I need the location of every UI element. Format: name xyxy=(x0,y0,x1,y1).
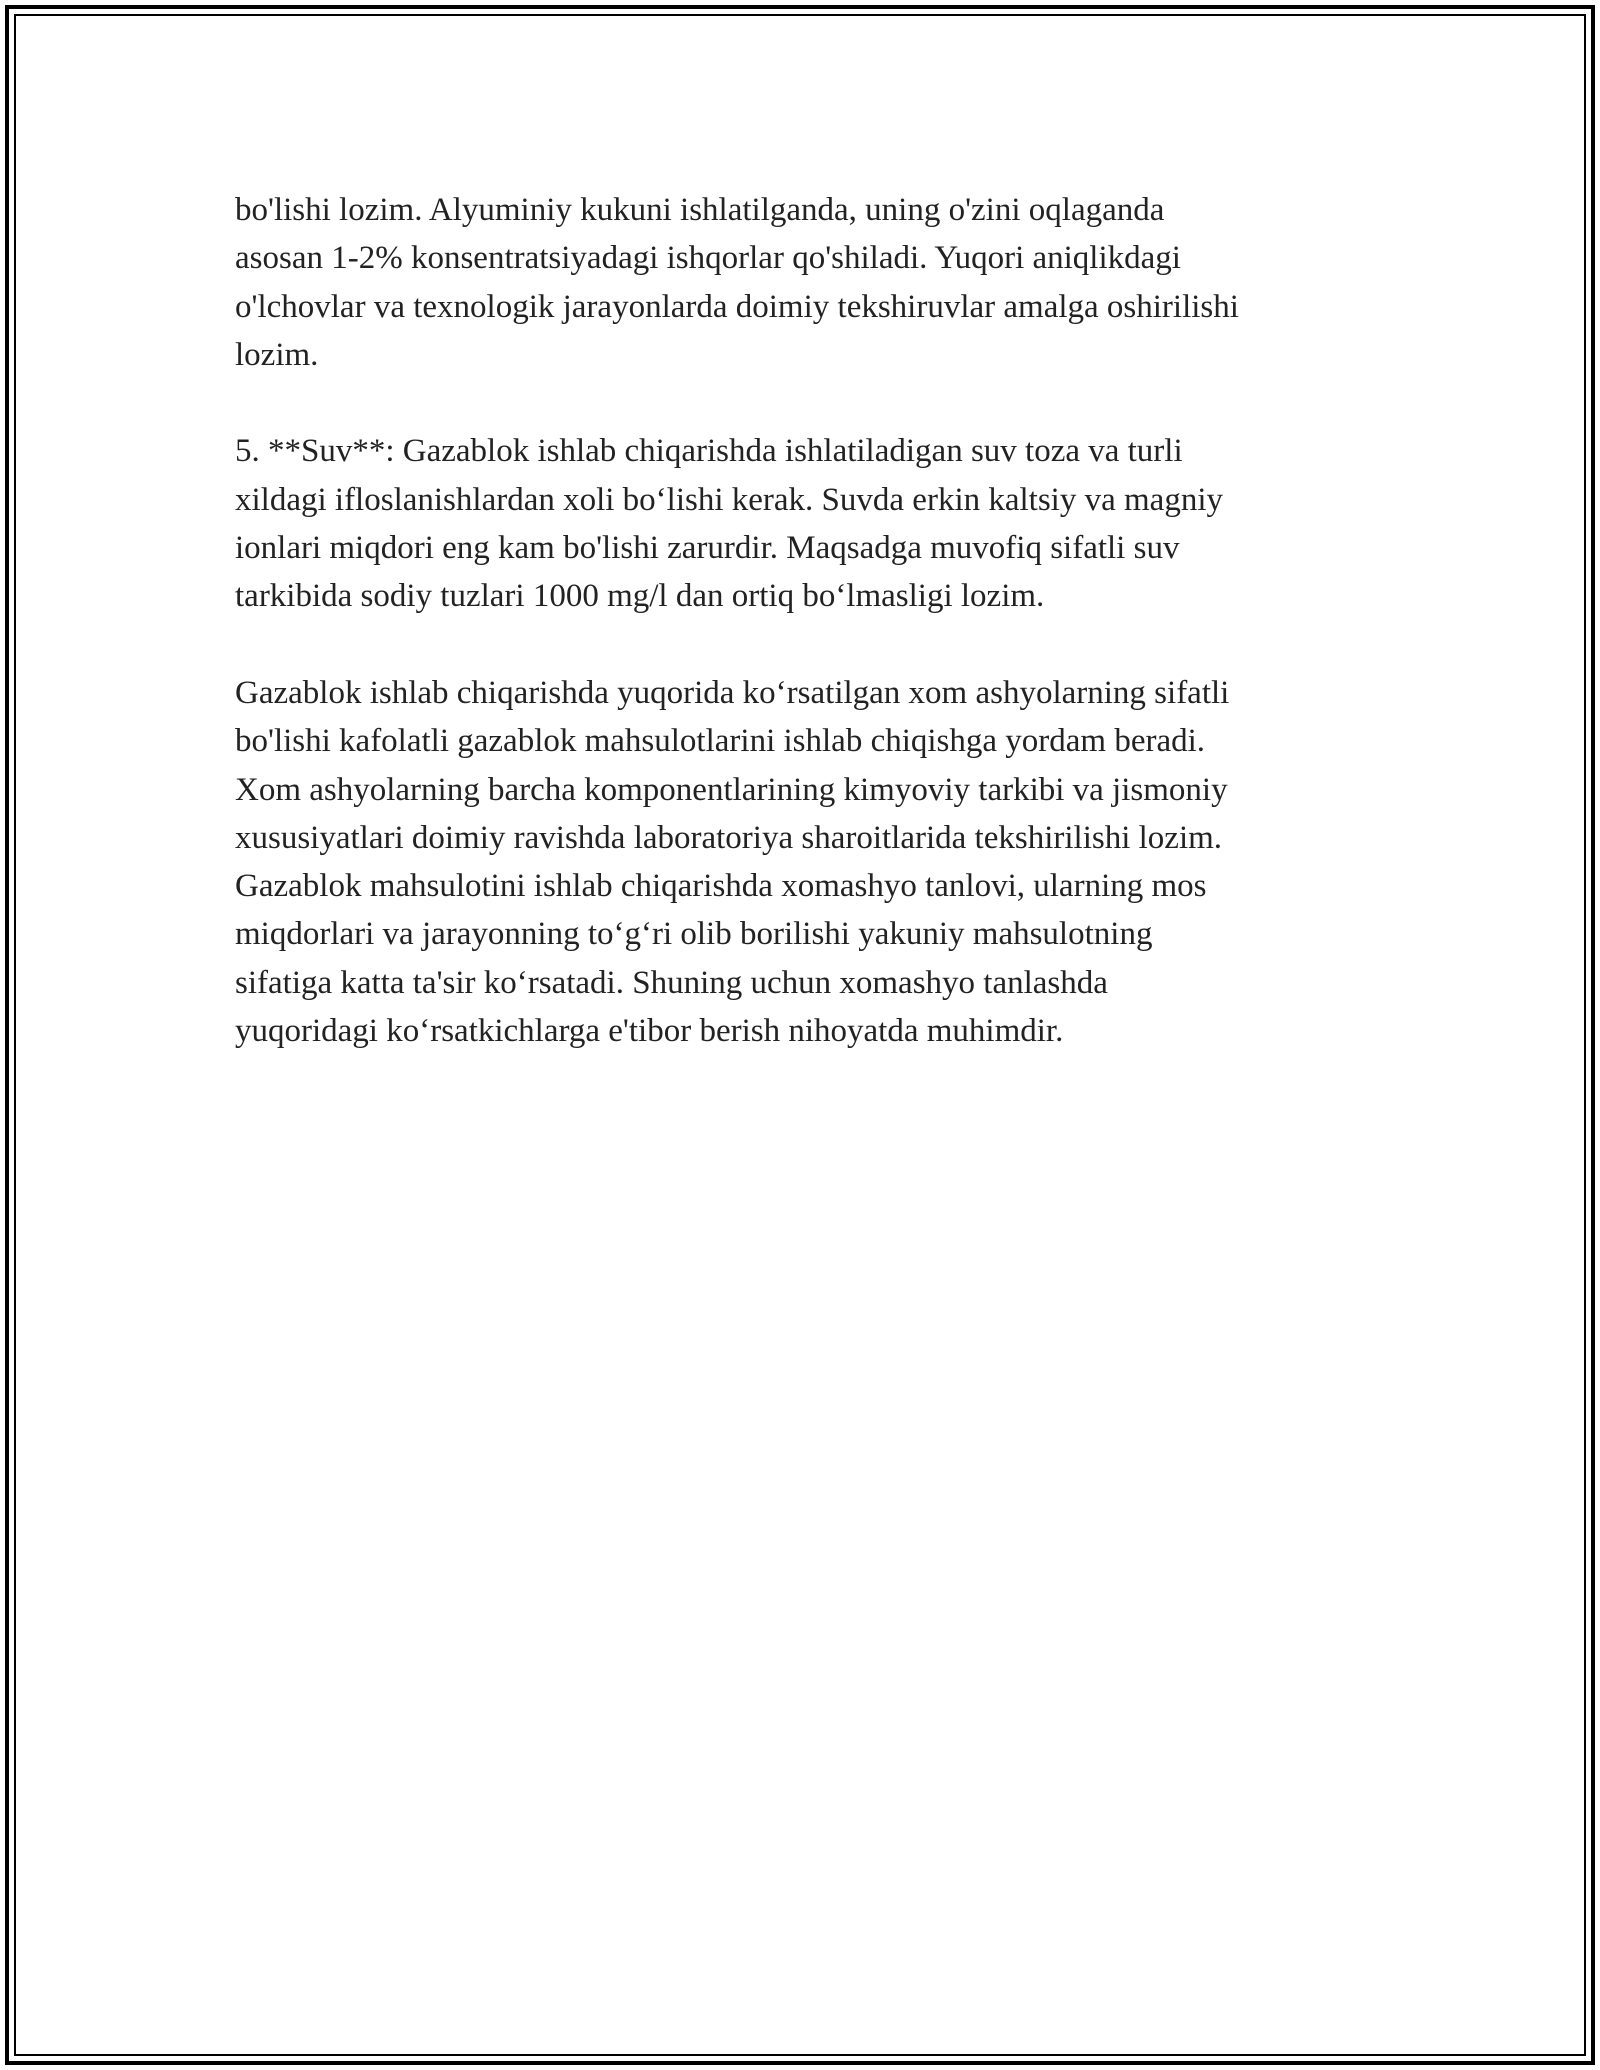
text-line: asosan 1-2% konsentratsiyadagi ishqorlar qo'shiladi. Yuqori aniqlikdagi xyxy=(235,240,1181,277)
text-line: yuqoridagi ko‘rsatkichlarga e'tibor berish nihoyatda muhimdir. xyxy=(235,1013,1064,1050)
text-line: 5. **Suv**: Gazablok ishlab chiqarishda ishlatiladigan suv toza va turli xyxy=(235,433,1183,470)
text-line: xususiyatlari doimiy ravishda laboratoriya sharoitlarida tekshirilishi lozim. xyxy=(235,819,1223,856)
text-line: Xom ashyolarning barcha komponentlarining kimyoviy tarkibi va jismoniy xyxy=(235,771,1228,808)
text-line: bo'lishi kafolatli gazablok mahsulotlarini ishlab chiqishga yordam beradi. xyxy=(235,723,1206,760)
paragraph-conclusion xyxy=(235,669,1365,1055)
text-line: ionlari miqdori eng kam bo'lishi zarurdir. Maqsadga muvofiq sifatli suv xyxy=(235,530,1180,567)
text-line: sifatiga katta ta'sir ko‘rsatadi. Shuning uchun xomashyo tanlashda xyxy=(235,964,1108,1001)
paragraph-water xyxy=(235,427,1365,620)
text-line: Gazablok mahsulotini ishlab chiqarishda xomashyo tanlovi, ularning mos xyxy=(235,868,1207,905)
text-line: Gazablok ishlab chiqarishda yuqorida ko‘rsatilgan xom ashyolarning sifatli xyxy=(235,674,1230,711)
text-line: bo'lishi lozim. Alyuminiy kukuni ishlatilganda, uning o'zini oqlaganda xyxy=(235,192,1165,228)
document-body xyxy=(235,186,1365,1104)
paragraph-aluminium-powder xyxy=(235,186,1365,379)
text-line: tarkibida sodiy tuzlari 1000 mg/l dan ortiq bo‘lmasligi lozim. xyxy=(235,578,1045,615)
text-line: xildagi ifloslanishlardan xoli bo‘lishi kerak. Suvda erkin kaltsiy va magniy xyxy=(235,481,1223,518)
text-line: lozim. xyxy=(235,336,319,373)
text-line: o'lchovlar va texnologik jarayonlarda doimiy tekshiruvlar amalga oshirilishi xyxy=(235,288,1239,325)
text-line: miqdorlari va jarayonning to‘g‘ri olib borilishi yakuniy mahsulotning xyxy=(235,916,1153,953)
